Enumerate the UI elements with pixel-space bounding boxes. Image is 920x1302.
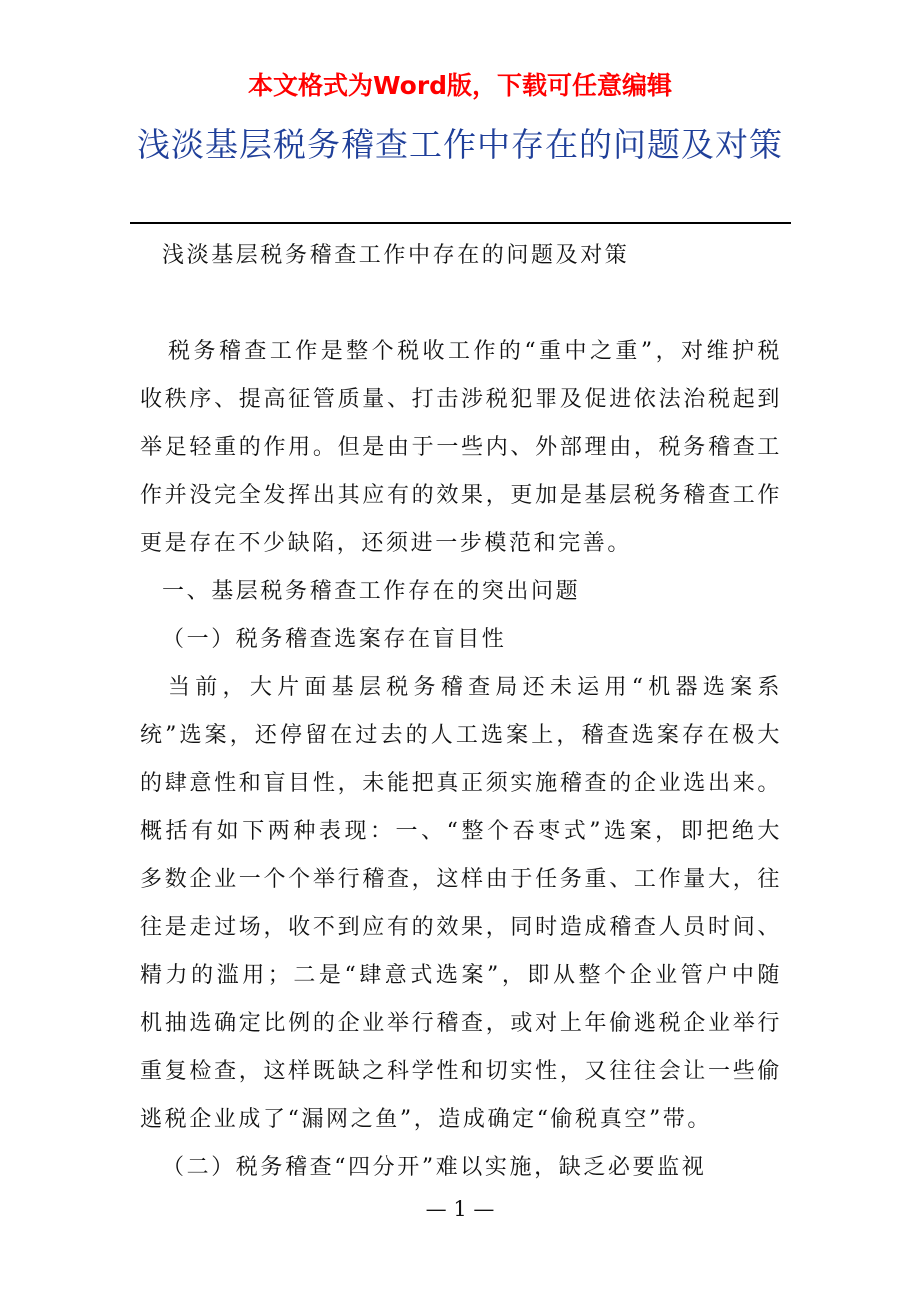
section-heading: 一、基层税务稽查工作存在的突出问题 [162, 579, 581, 604]
subsection-heading: （二）税务稽查“四分开”难以实施，缺乏必要监视 [162, 1155, 707, 1180]
document-subtitle: 浅淡基层税务稽查工作中存在的问题及对策 [162, 243, 630, 268]
body-paragraph: 当前，大片面基层税务稽查局还未运用“机器选案系统”选案，还停留在过去的人工选案上，稽查选案存在极大的肆意性和盲目性，未能把真正须实施稽查的企业选出来。概括有如下两种表现：一、“整个吞枣式”选案，即把绝大多数企业一个个举行稽查，这样由于任务重、工作量大，往往是走过场，收不到应有的效果，同时造成稽查人员时间、精力的滥用；二是“肆意式选案”，即从整个企业管户中随机抽选确定比例的企业举行稽查，或对上年偷逃税企业举行重复检查，这样既缺之科学性和切实性，又往往会让一些偷逃税企业成了“漏网之鱼”，造成确定“偷税真空”带。 [140, 675, 782, 1132]
format-notice-banner: 本文格式为Word版，下载可任意编辑 [247, 71, 673, 100]
intro-paragraph: 税务稽查工作是整个税收工作的“重中之重”，对维护税收秩序、提高征管质量、打击涉税犯罪及促进依法治税起到举足轻重的作用。但是由于一些内、外部理由，税务稽查工作并没完全发挥出其应有的效果，更加是基层税务稽查工作更是存在不少缺陷，还须进一步模范和完善。 [140, 339, 782, 556]
document-body [140, 232, 782, 1192]
title-divider [130, 222, 791, 224]
page-number: — 1 — [425, 1197, 495, 1221]
document-title: 浅淡基层税务稽查工作中存在的问题及对策 [137, 125, 783, 164]
blank-line [140, 280, 782, 328]
subsection-heading: （一）税务稽查选案存在盲目性 [162, 627, 507, 652]
